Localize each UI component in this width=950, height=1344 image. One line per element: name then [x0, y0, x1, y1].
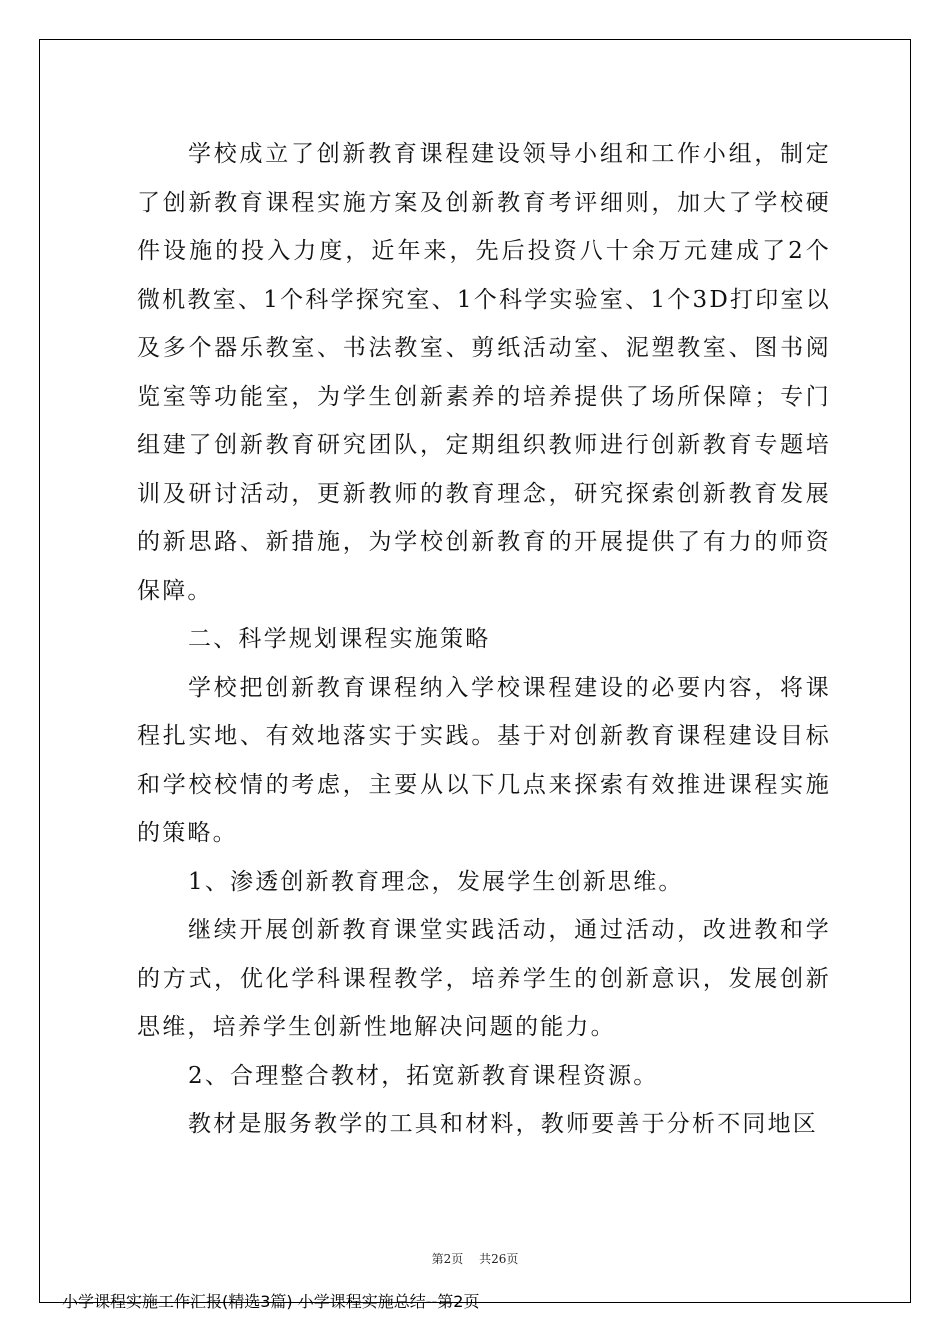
page-label: 第2页	[431, 1252, 464, 1266]
document-body	[137, 130, 831, 1149]
paragraph: 学校把创新教育课程纳入学校课程建设的必要内容，将课程扎实地、有效地落实于实践。基于对创新教育课程建设目标和学校校情的考虑，主要从以下几点来探索有效推进课程实施的策略。	[137, 674, 831, 846]
page-number	[0, 1250, 950, 1267]
running-title: 小学课程实施工作汇报(精选3篇) 小学课程实施总结--第2页	[62, 1292, 480, 1311]
subsection-heading: 2、合理整合教材，拓宽新教育课程资源。	[188, 1062, 659, 1089]
subsection-heading: 1、渗透创新教育理念，发展学生创新思维。	[188, 868, 684, 895]
total-pages-label: 共26页	[479, 1252, 519, 1266]
section-heading: 二、科学规划课程实施策略	[188, 626, 491, 652]
paragraph: 继续开展创新教育课堂实践活动，通过活动，改进教和学的方式，优化学科课程教学，培养学生的创新意识，发展创新思维，培养学生创新性地解决问题的能力。	[137, 917, 831, 1040]
paragraph: 学校成立了创新教育课程建设领导小组和工作小组，制定了创新教育课程实施方案及创新教育考评细则，加大了学校硬件设施的投入力度，近年来，先后投资八十余万元建成了2个微机教室、1个科学探究室、1个科学实验室、1个3D打印室以及多个器乐教室、书法教室、剪纸活动室、泥塑教室、图书阅览室等功能室，为学生创新素养的培养提供了场所保障；专门组建了创新教育研究团队，定期组织教师进行创新教育专题培训及研讨活动，更新教师的教育理念，研究探索创新教育发展的新思路、新措施，为学校创新教育的开展提供了有力的师资保障。	[137, 141, 831, 604]
paragraph: 教材是服务教学的工具和材料，教师要善于分析不同地区	[188, 1111, 818, 1137]
